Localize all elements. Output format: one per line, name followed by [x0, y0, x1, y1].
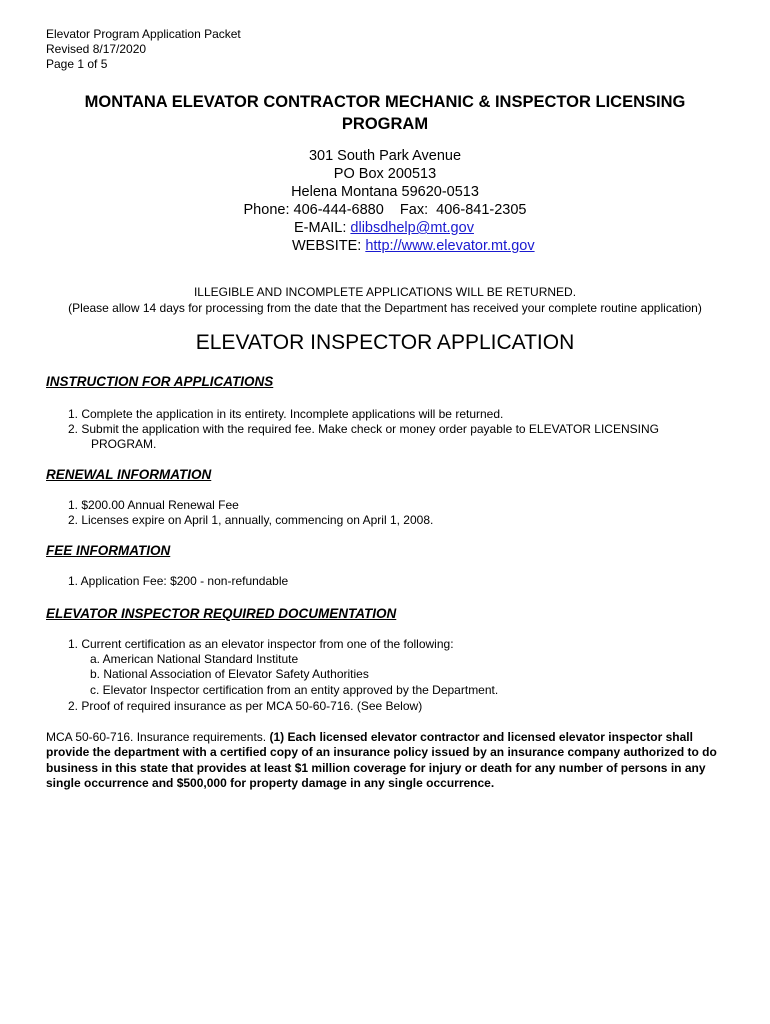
documentation-item-1: 1. Current certification as an elevator inspector from one of the following: — [68, 637, 454, 651]
instruction-item-2: 2. Submit the application with the required fee. Make check or money order payable to ELEVATOR LICENSING — [68, 422, 659, 436]
email-link[interactable]: dlibsdhelp@mt.gov — [350, 220, 474, 236]
documentation-sub-c: c. Elevator Inspector certification from an entity approved by the Department. — [90, 683, 499, 697]
program-title-line2: PROGRAM — [341, 115, 429, 133]
renewal-heading: RENEWAL INFORMATION — [46, 467, 212, 482]
contact-block — [0, 147, 770, 254]
page-number: Page 1 of 5 — [46, 57, 108, 71]
revision-date: Revised 8/17/2020 — [46, 42, 147, 56]
renewal-item-2: 2. Licenses expire on April 1, annually, commencing on April 1, 2008. — [68, 513, 434, 527]
website-label: WEBSITE: — [292, 238, 366, 254]
mca-intro: MCA 50-60-716. Insurance requirements. — [46, 730, 270, 744]
city-state-zip: Helena Montana 59620-0513 — [291, 184, 479, 200]
processing-time-note: (Please allow 14 days for processing from the date that the Department has received your complete routine application) — [68, 301, 702, 315]
fee-item-1: 1. Application Fee: $200 - non-refundable — [68, 574, 289, 588]
documentation-sub-b: b. National Association of Elevator Safety Authorities — [90, 667, 369, 681]
documentation-item-2: 2. Proof of required insurance as per MCA 50-60-716. (See Below) — [68, 699, 423, 713]
email-label: E-MAIL: — [294, 220, 351, 236]
website-line — [292, 237, 535, 255]
website-link[interactable]: http://www.elevator.mt.gov — [365, 238, 535, 254]
application-title: ELEVATOR INSPECTOR APPLICATION — [195, 331, 575, 354]
mca-requirement-text: (1) Each licensed elevator contractor and licensed elevator inspector shall provide the department with a certified copy of an insurance policy issued by an insurance company authorized to do business in this state that provides at least $1 million coverage for injury or death for any number of persons in any single occurrence and $500,000 for property damage in any single occurrence. — [46, 730, 717, 791]
program-title — [40, 91, 730, 135]
phone-fax: Phone: 406-444-6880 Fax: 406-841-2305 — [243, 202, 527, 218]
instructions-heading: INSTRUCTION FOR APPLICATIONS — [46, 374, 274, 389]
instruction-item-2-continued: PROGRAM. — [91, 437, 157, 451]
email-line — [294, 219, 474, 237]
documentation-heading: ELEVATOR INSPECTOR REQUIRED DOCUMENTATION — [46, 606, 397, 621]
page-header — [46, 27, 241, 72]
illegible-warning: ILLEGIBLE AND INCOMPLETE APPLICATIONS WILL BE RETURNED. — [193, 285, 577, 299]
po-box: PO Box 200513 — [333, 166, 437, 182]
packet-title: Elevator Program Application Packet — [46, 27, 241, 41]
documentation-sub-a: a. American National Standard Institute — [90, 652, 299, 666]
renewal-item-1: 1. $200.00 Annual Renewal Fee — [68, 498, 239, 512]
mca-insurance-paragraph — [46, 730, 736, 792]
processing-notice — [0, 284, 770, 316]
program-title-line1: MONTANA ELEVATOR CONTRACTOR MECHANIC & INSPECTOR LICENSING — [84, 93, 686, 111]
street-address: 301 South Park Avenue — [308, 148, 462, 164]
instruction-item-1: 1. Complete the application in its entirety. Incomplete applications will be returned. — [68, 407, 504, 421]
fee-heading: FEE INFORMATION — [46, 543, 171, 558]
